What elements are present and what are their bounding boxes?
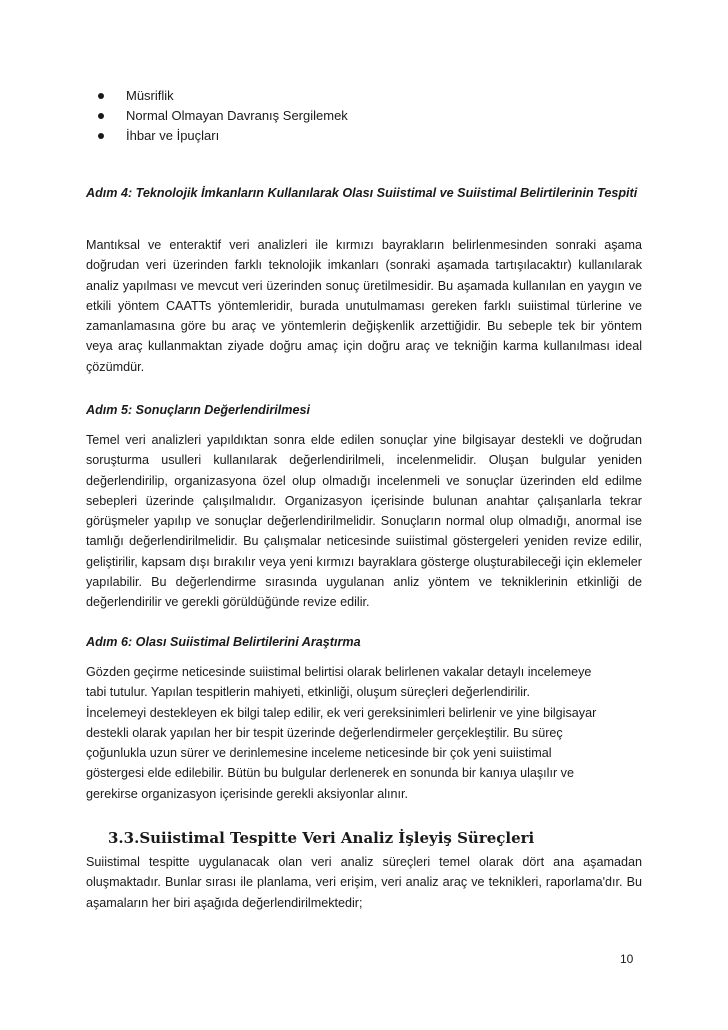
list-item: İhbar ve İpuçları	[98, 126, 348, 146]
text-line: göstergesi elde edilebilir. Bütün bu bulgular derlenerek en sonunda bir kanıya ulaşılır ve	[86, 766, 574, 781]
step4-paragraph: Mantıksal ve enteraktif veri analizleri ile kırmızı bayrakların belirlenmesinden sonraki aşama doğrudan veri üzerinden farklı teknolojik imkanları (sonraki aşamada tartışılacaktır) kullanılarak analiz yapılması ve mevcut veri üzerinden sonuç üretilmesidir. Bu aşamada kullanılan en yaygın ve etkili yöntem CAATTs yöntemleridir, burada unutulmaması gereken farklı suiistimal türlerine ve zamanlamasına göre bu araç ve yöntemlerin değişkenlik arzettiğidir. Bu sebeple tek bir yöntem veya araç kullanmaktan ziyade doğru amaç için doğru araç ve tekniğin karma kullanılması ideal çözümdür.	[86, 238, 642, 374]
section-title: 3.3.Suiistimal Tespitte Veri Analiz İşleyiş Süreçleri	[108, 829, 535, 847]
bullet-icon	[98, 93, 104, 99]
text-line: destekli olarak yapılan her bir tespit üzerinde değerlendirmeler gerçekleştilir. Bu süreç	[86, 725, 563, 740]
step4-heading: Adım 4: Teknolojik İmkanların Kullanılarak Olası Suiistimal ve Suiistimal Belirtilerinin Tespiti	[86, 186, 638, 200]
list-item: Normal Olmayan Davranış Sergilemek	[98, 106, 348, 126]
bullet-icon	[98, 133, 104, 139]
step5-paragraph: Temel veri analizleri yapıldıktan sonra elde edilen sonuçlar yine bilgisayar destekli ve doğrudan soruşturma usulleri kullanılarak değerlendirilmeli, incelenmelidir. Oluşan bulgular yeniden değerlendirilip, organizasyona özel olup olmadığı incelenmeli ve sonuçlar üzerinden eld edilme sebepleri üzerinde çalışılmalıdır. Organizasyon içerisinde bulunan anahtar çalışanlarla tekrar görüşmeler yapılıp ve sonuçlar değerlendirilmelidir. Sonuçların normal olup olmadığı, anormal ise tamlığı değerlendirilmelidir. Bu çalışmalar neticesinde suiistimal göstergeleri yeniden revize edilir, geliştirilir, kapsam dışı bırakılır veya yeni kırmızı bayraklara gösterge oluşturabileceği için eklemeler yapılabilir. Bu değerlendirme sırasında uygulanan anliz yöntem ve tekniklerinin etkinliği de değerlendirilir ve gerekli görüldüğünde revize edilir.	[86, 433, 642, 610]
page-number: 10	[620, 952, 634, 966]
text-line: tabi tutulur. Yapılan tespitlerin mahiyeti, etkinliği, oluşum süreçleri değerlendirilir.	[86, 685, 531, 700]
step6-paragraph	[86, 662, 642, 804]
list-item: Müsriflik	[98, 86, 348, 106]
step5-heading: Adım 5: Sonuçların Değerlendirilmesi	[86, 403, 310, 417]
bullet-icon	[98, 113, 104, 119]
text-line: gerekirse organizasyon içerisinde gerekli aksiyonlar alınır.	[86, 786, 408, 801]
step6-heading: Adım 6: Olası Suiistimal Belirtilerini Araştırma	[86, 635, 361, 649]
text-line: İncelemeyi destekleyen ek bilgi talep edilir, ek veri gereksinimleri belirlenir ve yine bilgisayar	[86, 705, 597, 720]
text-line: Gözden geçirme neticesinde suiistimal belirtisi olarak belirlenen vakalar detaylı incelemeye	[86, 665, 592, 679]
bullet-list	[98, 86, 348, 146]
text-line: çoğunlukla uzun sürer ve derinlemesine inceleme neticesinde bir çok yeni suiistimal	[86, 746, 552, 761]
section-paragraph: Suiistimal tespitte uygulanacak olan veri analiz süreçleri temel olarak dört ana aşamadan oluşmaktadır. Bunlar sırası ile planlama, veri erişim, veri analiz araç ve teknikleri, raporlama'dır. Bu aşamaların her biri aşağıda değerlendirilmektedir;	[86, 855, 642, 910]
